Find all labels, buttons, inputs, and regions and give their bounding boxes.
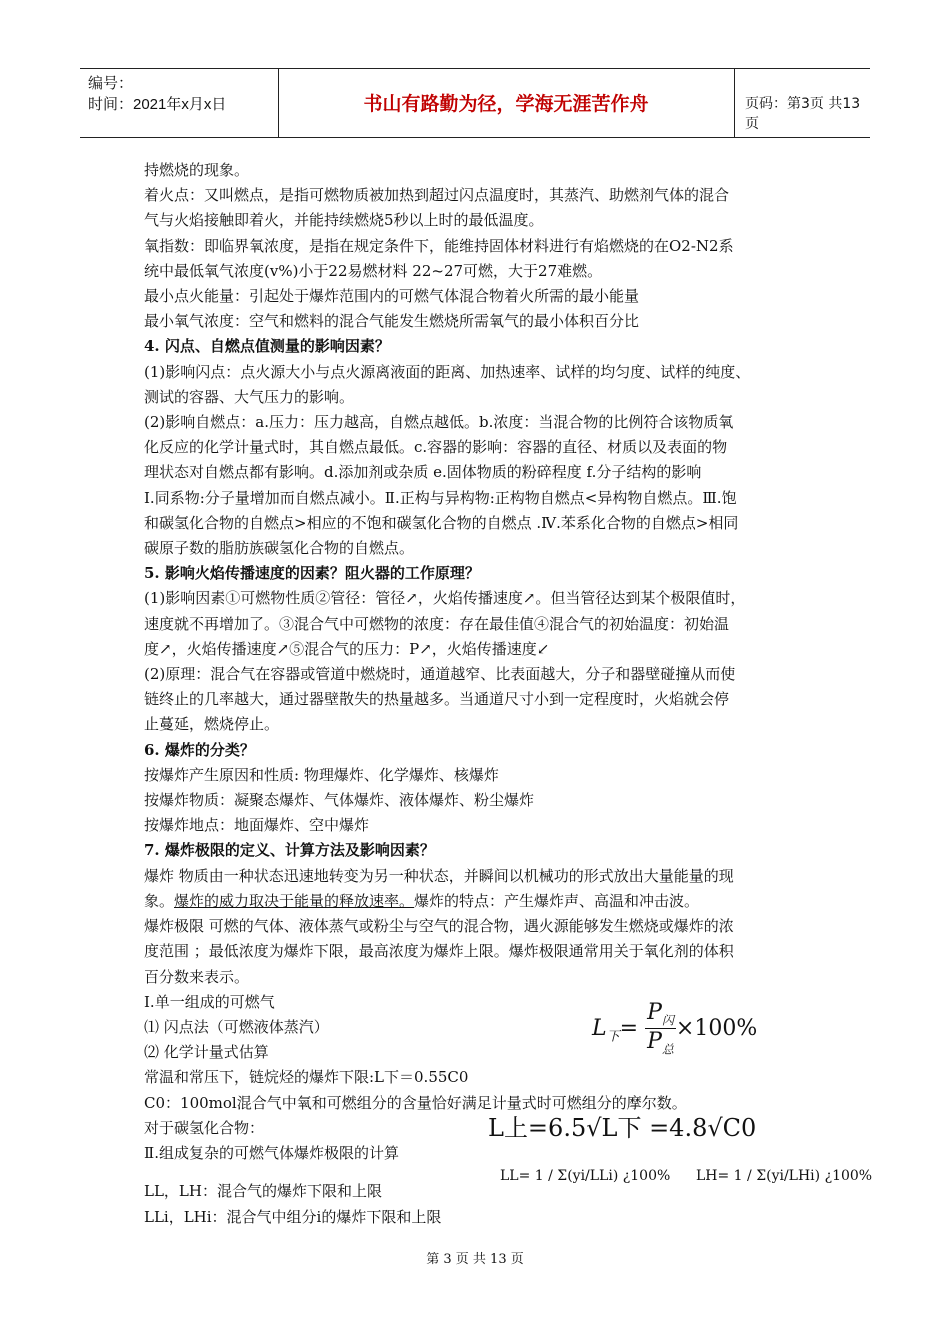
date-label: 时间：2021年x月x日 (88, 96, 227, 113)
text-line: 最小氧气浓度：空气和燃料的混合气能发生燃烧所需氧气的最小体积百分比 (144, 312, 640, 331)
denominator-sub: 总 (661, 1042, 674, 1057)
text-line: 常温和常压下，链烷烃的爆炸下限:L下＝0.55C0 (144, 1068, 469, 1087)
numerator-sub: 闪 (661, 1013, 674, 1028)
section-heading: 6. 爆炸的分类？ (144, 740, 255, 759)
text-span: 象。 (144, 891, 175, 910)
section-heading: 4. 闪点、自燃点值测量的影响因素？ (144, 337, 390, 356)
text-line: 按爆炸地点：地面爆炸、空中爆炸 (144, 816, 370, 835)
denominator-p: P (647, 1029, 662, 1055)
text-line: (1)影响闪点：点火源大小与点火源离液面的距离、加热速率、试样的均匀度、试样的纯度、 (144, 362, 751, 381)
fraction (645, 1000, 676, 1058)
text-line: 持燃烧的现象。 (144, 161, 250, 179)
formula-eq: = (619, 1015, 639, 1041)
text-line: C0：100mol混合气中氧和可燃组分的含量恰好满足计量式时可燃组分的摩尔数。 (144, 1093, 687, 1112)
text-line: 气与火焰接触即着火，并能持续燃烧5秒以上时的最低温度。 (144, 211, 544, 230)
lli-lhi-note: LLi，LHi：混合气中组分i的爆炸下限和上限 (144, 1208, 442, 1226)
text-line: 爆炸 物质由一种状态迅速地转变为另一种状态，并瞬间以机械功的形式放出大量能量的现 (144, 866, 734, 885)
text-line: 按爆炸物质：凝聚态爆炸、气体爆炸、液体爆炸、粉尘爆炸 (144, 791, 535, 810)
denominator (645, 1029, 676, 1057)
text-line: ⑴ 闪点法（可燃液体蒸汽） (144, 1017, 329, 1036)
formula-tail: ×100% (675, 1015, 758, 1041)
text-line: 按爆炸产生原因和性质: 物理爆炸、化学爆炸、核爆炸 (144, 765, 499, 784)
text-line: 百分数来表示。 (144, 967, 250, 986)
text-line: 最小点火能量：引起处于爆炸范围内的可燃气体混合物着火所需的最小能量 (144, 287, 640, 306)
text-line: (2)原理：混合气在容器或管道中燃烧时，通道越窄、比表面越大，分子和器壁碰撞从而使 (144, 665, 736, 684)
formula-l: L (592, 1015, 607, 1041)
text-line: 度范围 ；最低浓度为爆炸下限，最高浓度为爆炸上限。爆炸极限通常用关于氧化剂的体积 (144, 942, 734, 961)
motto: 书山有路勤为径，学海无涯苦作舟 (363, 93, 649, 115)
numerator (645, 1000, 676, 1029)
text-line: Ⅱ.组成复杂的可燃气体爆炸极限的计算 (144, 1143, 399, 1162)
text-line: 止蔓延，燃烧停止。 (144, 715, 280, 734)
formula-hydrocarbon: L上=6.5√L下 =4.8√C0 (488, 1114, 757, 1142)
formula-lower-limit: LL= 1 / Σ(yi/LLi) ¿100% (500, 1168, 671, 1184)
text-span: 爆炸的特点：产生爆炸声、高温和冲击波。 (414, 891, 700, 910)
text-line: 速度就不再增加了。③混合气中可燃物的浓度：存在最佳值④混合气的初始温度：初始温 (144, 614, 730, 633)
text-line: (1)影响因素①可燃物性质②管径：管径↗，火焰传播速度↗。但当管径达到某个极限值时， (144, 589, 746, 608)
text-line: 化反应的化学计量式时，其自燃点最低。c.容器的影响：容器的直径、材质以及表面的物 (144, 438, 728, 457)
text-line: 对于碳氢化合物： (144, 1118, 265, 1137)
formula-sub: 下 (606, 1029, 620, 1045)
text-line: 氧指数：即临界氧浓度，是指在规定条件下，能维持固体材料进行有焰燃烧的在O2-N2系 (144, 236, 734, 255)
text-line: Ⅰ.同系物:分子量增加而自燃点减小。Ⅱ.正构与异构物:正构物自燃点<异构物自燃点。Ⅲ.饱 (144, 488, 737, 507)
text-line: (2)影响自燃点：a.压力：压力越高，自燃点越低。b.浓度：当混合物的比例符合该物质氧 (144, 413, 734, 432)
text-line: 爆炸极限 可燃的气体、液体蒸气或粉尘与空气的混合物，遇火源能够发生燃烧或爆炸的浓 (144, 917, 734, 936)
page-footer: 第 3 页 共 13 页 (426, 1252, 524, 1267)
numerator-p: P (647, 1000, 662, 1025)
text-line: ⑵ 化学计量式估算 (144, 1043, 269, 1062)
underlined-text: 爆炸的威力取决于能量的释放速率。 (174, 891, 415, 910)
text-line (144, 889, 824, 914)
header-page-cell (735, 69, 870, 137)
page-header (80, 68, 870, 138)
text-line: Ⅰ.单一组成的可燃气 (144, 992, 275, 1011)
text-line: 理状态对自燃点都有影响。d.添加剂或杂质 e.固体物质的粉碎程度 f.分子结构的影响 (144, 463, 702, 482)
text-line: 统中最低氧气浓度(v%)小于22易燃材料 22~27可燃，大于27难燃。 (144, 261, 603, 280)
section-heading: 5. 影响火焰传播速度的因素？阻火器的工作原理？ (144, 564, 480, 583)
text-line: 测试的容器、大气压力的影响。 (144, 387, 355, 406)
ll-lh-note: LL，LH：混合气的爆炸下限和上限 (144, 1182, 382, 1200)
header-meta (80, 69, 279, 137)
text-line: 着火点：又叫燃点，是指可燃物质被加热到超过闪点温度时，其蒸汽、助燃剂气体的混合 (144, 186, 730, 205)
formula-flashpoint (592, 1000, 757, 1058)
header-motto-cell (278, 69, 735, 137)
text-line: 度↗，火焰传播速度↗⑤混合气的压力：P↗，火焰传播速度↙ (144, 639, 550, 658)
page-number-label: 页码：第3页 共13页 (745, 96, 861, 132)
text-line: 链终止的几率越大，通过器壁散失的热量越多。当通道尺寸小到一定程度时，火焰就会停 (144, 690, 730, 709)
formula-upper-limit: LH= 1 / Σ(yi/LHi) ¿100% (696, 1168, 873, 1184)
number-label: 编号： (88, 75, 134, 92)
text-line: 和碳氢化合物的自燃点>相应的不饱和碳氢化合物的自燃点 .Ⅳ.苯系化合物的自燃点>相同 (144, 513, 739, 532)
text-line: 碳原子数的脂肪族碳氢化合物的自燃点。 (144, 539, 415, 558)
section-heading: 7. 爆炸极限的定义、计算方法及影响因素？ (144, 841, 435, 860)
